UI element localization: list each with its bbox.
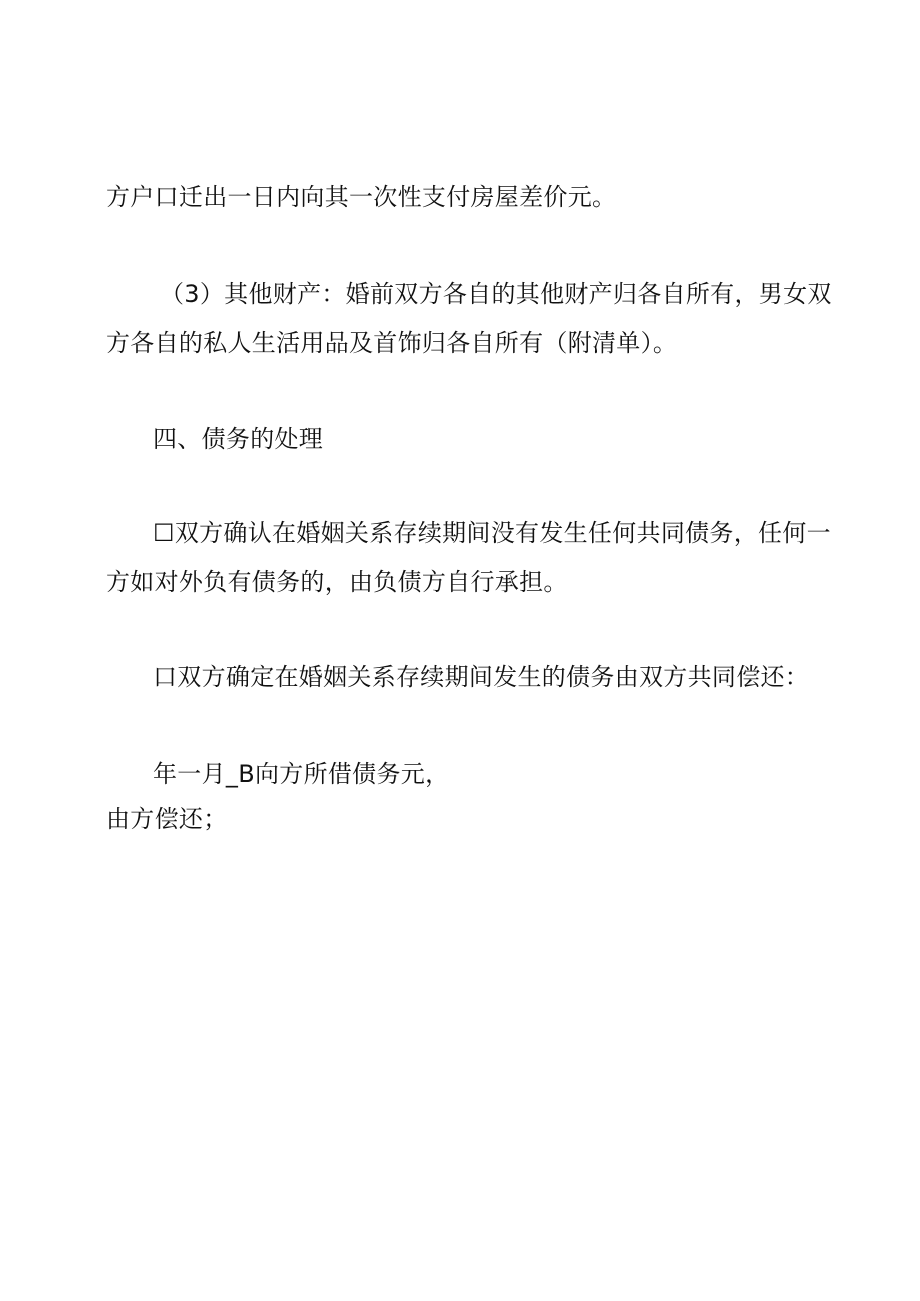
paragraph-line: 由方偿还； bbox=[106, 805, 228, 833]
paragraph-line: 口双方确定在婚姻关系存续期间发生的债务由双方共同偿还： bbox=[153, 663, 810, 691]
paragraph-line: 方各自的私人生活用品及首饰归各自所有（附清单）。 bbox=[106, 329, 678, 357]
paragraph-line: 年一月_B向方所借债务元， bbox=[153, 760, 450, 788]
paragraph-line: 方户口迁出一日内向其一次性支付房屋差价元。 bbox=[106, 183, 617, 211]
paragraph-line: （3）其他财产：婚前双方各自的其他财产归各自所有，男女双 bbox=[160, 280, 832, 308]
paragraph-line: ☐双方确认在婚姻关系存续期间没有发生任何共同债务，任何一 bbox=[153, 519, 831, 547]
paragraph-line: 方如对外负有债务的，由负债方自行承担。 bbox=[106, 568, 568, 596]
section-heading: 四、债务的处理 bbox=[153, 425, 324, 453]
